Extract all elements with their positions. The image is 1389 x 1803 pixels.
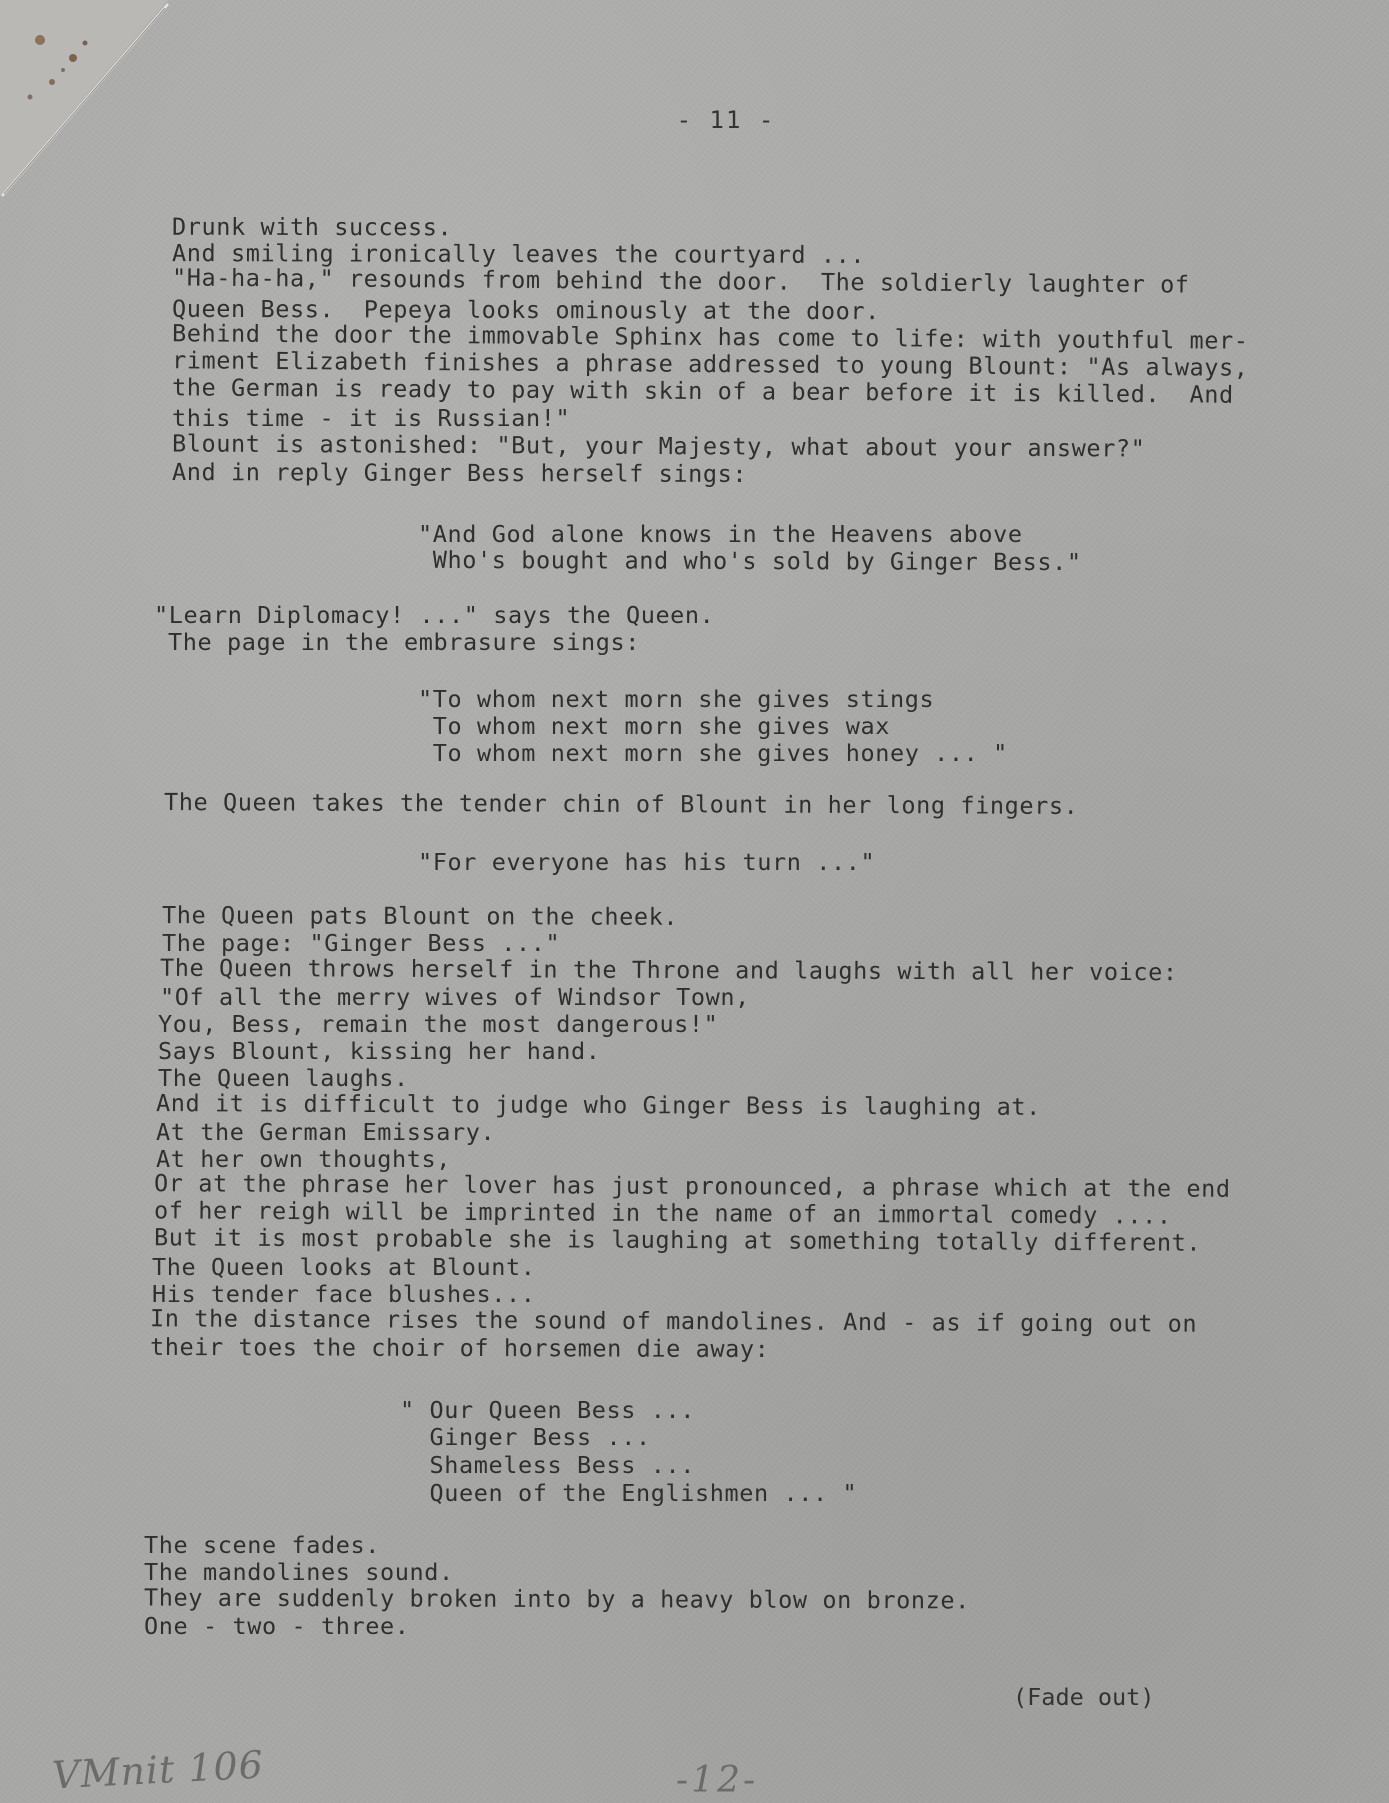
text-line: their toes the choir of horsemen die away: <box>149 1332 770 1364</box>
text-line: The page: "Ginger Bess ..." <box>162 929 561 957</box>
page-number: - 11 - <box>676 106 776 134</box>
text-line: In the distance rises the sound of mandolines. And - as if going out on <box>149 1304 1198 1338</box>
text-line: of her reigh will be imprinted in the name of an immortal comedy .... <box>153 1196 1172 1230</box>
text-line: Blount is astonished: "But, your Majesty, what about your answer?" <box>171 429 1146 463</box>
text-line: the German is ready to pay with skin of a bear before it is killed. And <box>171 373 1234 409</box>
text-line: And smiling ironically leaves the courtyard ... <box>171 239 866 269</box>
handwritten-page-number: -12- <box>676 1760 759 1801</box>
song-line: Who's bought and who's sold by Ginger Bess." <box>417 545 1082 577</box>
text-line: One - two - three. <box>144 1612 410 1640</box>
text-line: At the German Emissary. <box>156 1118 496 1146</box>
song-line: Queen of the Englishmen ... " <box>400 1479 858 1507</box>
text-line: Drunk with success. <box>171 212 453 242</box>
song-line: To whom next morn she gives honey ... " <box>418 739 1008 767</box>
text-line: Queen Bess. Pepeya looks ominously at the door. <box>171 294 880 326</box>
folded-corner <box>0 0 175 200</box>
text-line: "Ha-ha-ha," resounds from behind the door. The soldierly laughter of <box>171 263 1190 299</box>
text-line: this time - it is Russian!" <box>172 404 571 432</box>
song-line: To whom next morn she gives wax <box>418 712 890 740</box>
text-line: The Queen throws herself in the Throne and laughs with all her voice: <box>159 953 1178 987</box>
text-line: The Queen pats Blount on the cheek. <box>161 901 679 931</box>
song-line: " Our Queen Bess ... <box>400 1396 695 1424</box>
text-line: His tender face blushes... <box>152 1280 536 1308</box>
text-line: The mandolines sound. <box>144 1558 454 1586</box>
text-line: riment Elizabeth finishes a phrase addressed to young Blount: "As always, <box>171 346 1249 382</box>
song-line: "And God alone knows in the Heavens above <box>418 520 1023 548</box>
text-line: The page in the embrasure sings: <box>168 628 640 656</box>
song-line: Ginger Bess ... <box>400 1423 651 1451</box>
text-line: The Queen looks at Blount. <box>152 1253 536 1281</box>
text-line: They are suddenly broken into by a heavy blow on bronze. <box>143 1583 970 1615</box>
text-line: The Queen laughs. <box>158 1064 409 1092</box>
text-line: But it is most probable she is laughing at something totally different. <box>153 1223 1202 1257</box>
song-line: Shameless Bess ... <box>400 1451 695 1479</box>
text-line: The scene fades. <box>144 1531 380 1559</box>
text-line: "Learn Diplomacy! ..." says the Queen. <box>154 601 715 629</box>
text-line: "Of all the merry wives of Windsor Town, <box>160 983 750 1011</box>
text-line: At her own thoughts, <box>156 1145 451 1173</box>
text-line: And it is difficult to judge who Ginger Bess is laughing at. <box>155 1089 1041 1121</box>
text-line: Behind the door the immovable Sphinx has come to life: with youthful mer- <box>171 319 1249 355</box>
handwritten-archive-reference: VMnit 106 <box>50 1742 265 1798</box>
song-line: "For everyone has his turn ..." <box>418 848 876 876</box>
text-line: You, Bess, remain the most dangerous!" <box>158 1010 719 1038</box>
text-line: And in reply Ginger Bess herself sings: <box>171 457 748 489</box>
song-line: "To whom next morn she gives stings <box>418 685 935 713</box>
text-line: Says Blount, kissing her hand. <box>158 1037 601 1065</box>
text-line: Or at the phrase her lover has just pronounced, a phrase which at the end <box>153 1169 1231 1203</box>
fade-out-direction: (Fade out) <box>1013 1683 1155 1711</box>
text-line: The Queen takes the tender chin of Blount in her long fingers. <box>163 788 1079 820</box>
